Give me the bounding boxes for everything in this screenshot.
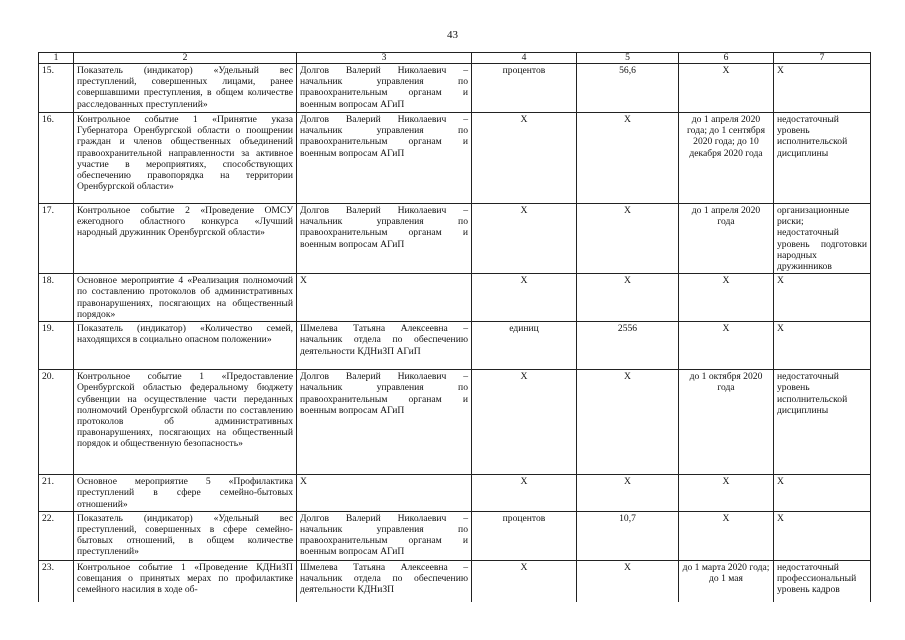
row-value: Х [577,560,679,602]
row-risk: недостаточный уровень исполнительской дисциплины [774,113,871,204]
table-body [39,64,871,603]
row-name: Показатель (индикатор) «Количество семей, находящихся в социально опасном положении» [74,322,297,370]
row-value: Х [577,113,679,204]
row-value: 10,7 [577,511,679,560]
table-row [39,560,871,602]
row-date: Х [679,64,774,113]
row-risk: недостаточный уровень исполнительской дисциплины [774,370,871,475]
row-responsible: Долгов Валерий Николаевич – начальник управления по правоохранительным органам и военным вопросам АГиП [297,113,472,204]
row-date: Х [679,511,774,560]
column-header-5: 5 [577,53,679,64]
row-name: Контрольное событие 1 «Проведение КДНиЗП совещания о принятых мерах по профилактике семейного насилия в ходе об- [74,560,297,602]
row-responsible: Долгов Валерий Николаевич – начальник управления по правоохранительным органам и военным вопросам АГиП [297,511,472,560]
row-date: Х [679,475,774,512]
row-value: 2556 [577,322,679,370]
row-responsible: Шмелева Татьяна Алексеевна – начальник отдела по обеспечению деятельности КДНиЗП АГиП [297,322,472,370]
row-unit: Х [472,560,577,602]
table-row [39,113,871,204]
table-row [39,322,871,370]
row-name: Основное мероприятие 5 «Профилактика преступлений в сфере семейно-бытовых отношений» [74,475,297,512]
row-unit: Х [472,204,577,274]
table-row [39,64,871,113]
table-row [39,274,871,322]
row-responsible: Шмелева Татьяна Алексеевна – начальник отдела по обеспечению деятельности КДНиЗП [297,560,472,602]
row-date: Х [679,322,774,370]
row-number: 23. [39,560,74,602]
row-number: 18. [39,274,74,322]
column-header-2: 2 [74,53,297,64]
row-value: Х [577,475,679,512]
row-responsible: Долгов Валерий Николаевич – начальник управления по правоохранительным органам и военным вопросам АГиП [297,370,472,475]
row-name: Показатель (индикатор) «Удельный вес преступлений, совершенных лицами, ранее совершавшими преступления, в общем количестве расследованных преступлений» [74,64,297,113]
column-header-1: 1 [39,53,74,64]
row-date: Х [679,274,774,322]
row-risk: Х [774,322,871,370]
row-name: Показатель (индикатор) «Удельный вес преступлений, совершенных в сфере семейно-бытовых отношений, в общем количестве преступлений» [74,511,297,560]
row-unit: Х [472,475,577,512]
row-number: 15. [39,64,74,113]
row-date: до 1 апреля 2020 года; до 1 сентября 2020 года; до 10 декабря 2020 года [679,113,774,204]
row-unit: процентов [472,511,577,560]
row-unit: процентов [472,64,577,113]
row-number: 17. [39,204,74,274]
row-risk: недостаточный профессиональный уровень кадров [774,560,871,602]
row-number: 22. [39,511,74,560]
row-responsible: Долгов Валерий Николаевич – начальник управления по правоохранительным органам и военным вопросам АГиП [297,64,472,113]
row-risk: Х [774,64,871,113]
table-row [39,204,871,274]
row-value: Х [577,204,679,274]
row-unit: Х [472,113,577,204]
column-header-7: 7 [774,53,871,64]
row-number: 16. [39,113,74,204]
table-row [39,370,871,475]
column-header-4: 4 [472,53,577,64]
row-risk: Х [774,274,871,322]
row-risk: Х [774,475,871,512]
row-name: Контрольное событие 2 «Проведение ОМСУ ежегодного областного конкурса «Лучший народный дружинник Оренбургской области» [74,204,297,274]
row-unit: Х [472,370,577,475]
row-responsible: Долгов Валерий Николаевич – начальник управления по правоохранительным органам и военным вопросам АГиП [297,204,472,274]
table-row [39,475,871,512]
column-header-3: 3 [297,53,472,64]
row-risk: организационные риски; недостаточный уровень подготовки народных дружинников [774,204,871,274]
row-value: Х [577,274,679,322]
row-number: 21. [39,475,74,512]
row-value: 56,6 [577,64,679,113]
row-date: до 1 октября 2020 года [679,370,774,475]
row-responsible: Х [297,475,472,512]
column-header-6: 6 [679,53,774,64]
row-number: 20. [39,370,74,475]
header-row [39,53,871,64]
row-unit: единиц [472,322,577,370]
row-value: Х [577,370,679,475]
table-row [39,511,871,560]
row-number: 19. [39,322,74,370]
row-name: Контрольное событие 1 «Предоставление Оренбургской областью федеральному бюджету субвенции на осуществление части переданных полномочий Оренбургской области по составлению протоколов об административных правонарушениях, посягающих на общественный порядок и общественную безопасность» [74,370,297,475]
row-unit: Х [472,274,577,322]
row-risk: Х [774,511,871,560]
row-responsible: Х [297,274,472,322]
row-date: до 1 апреля 2020 года [679,204,774,274]
row-name: Основное мероприятие 4 «Реализация полномочий по составлению протоколов об административных правонарушениях, посягающих на общественный порядок» [74,274,297,322]
row-name: Контрольное событие 1 «Принятие указа Губернатора Оренбургской области о поощрении граждан и членов общественных объединений правоохранительной направленности за активное участие в мероприятиях, способствующих обеспечению правопорядка на территории Оренбургской области» [74,113,297,204]
plan-table [38,52,871,602]
row-date: до 1 марта 2020 года; до 1 мая [679,560,774,602]
page-number: 43 [447,29,458,41]
